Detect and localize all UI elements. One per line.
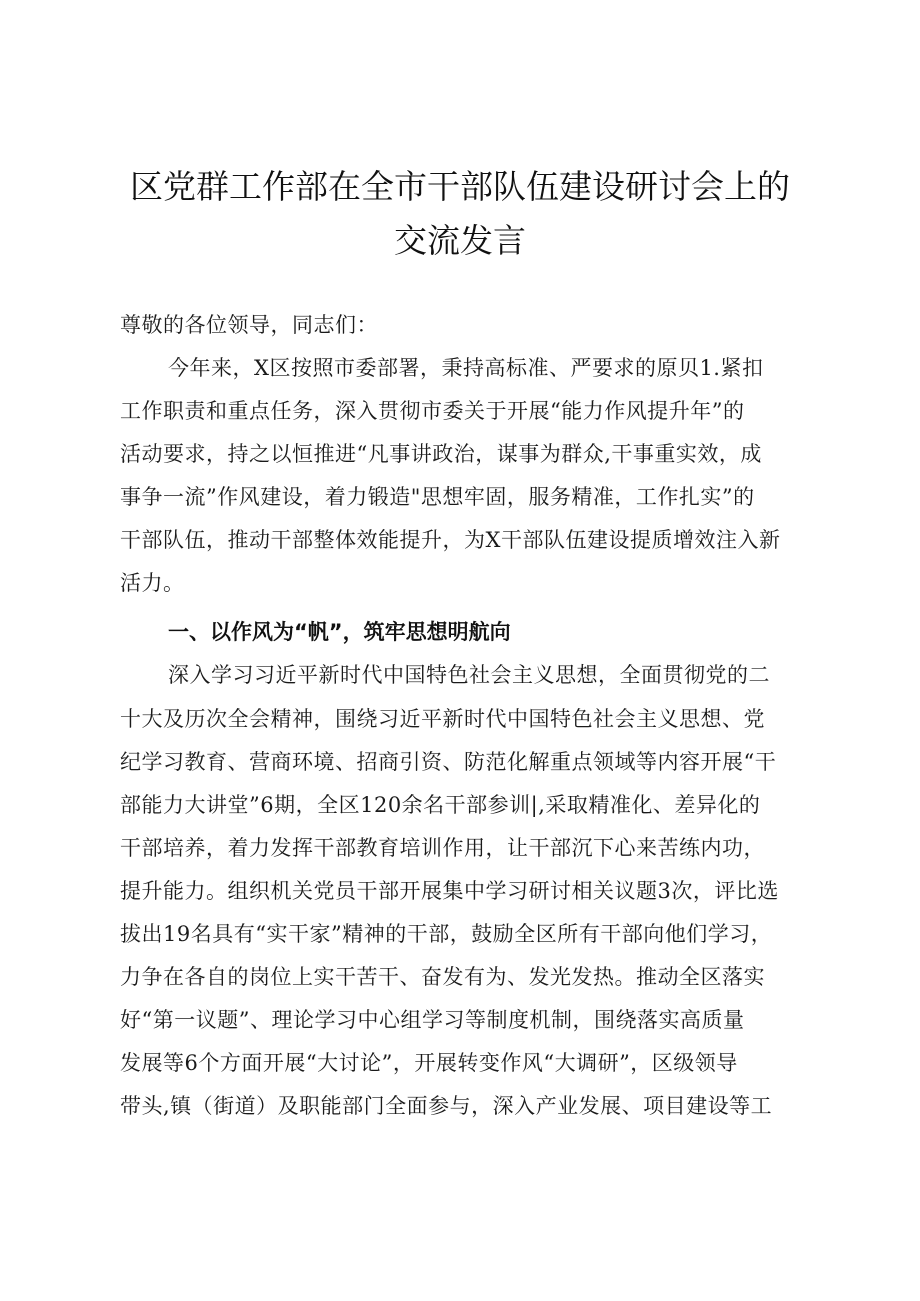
section-paragraph-line: 力争在各自的岗位上实干苦干、奋发有为、发光发热。推动全区落实 [120, 965, 765, 989]
intro-paragraph-line: 事争一流”作风建设，着力锻造"思想牢固，服务精准，工作扎实”的 [120, 485, 755, 509]
section-paragraph-line: 干部培养，着力发挥干部教育培训作用，让干部沉下心来苦练内功， [120, 836, 765, 860]
salutation: 尊敬的各位领导，同志们： [120, 313, 378, 337]
section-paragraph-line: 十大及历次全会精神，围绕习近平新时代中国特色社会主义思想、党 [120, 707, 765, 731]
section-heading: 一、以作风为“帆”，筑牢思想明航向 [168, 620, 511, 644]
section-paragraph-line: 深入学习习近平新时代中国特色社会主义思想，全面贯彻党的二 [168, 663, 770, 687]
document-title-line-1: 区党群工作部在全市干部队伍建设研讨会上的 [130, 167, 790, 206]
section-paragraph-line: 拔出19名具有“实干家”精神的干部，鼓励全区所有干部向他们学习， [120, 922, 773, 946]
section-paragraph-line: 发展等6个方面开展“大讨论”，开展转变作风“大调研”，区级领导 [120, 1051, 738, 1075]
section-paragraph-line: 好“第一议题”、理论学习中心组学习等制度机制，围绕落实高质量 [120, 1008, 745, 1032]
intro-paragraph-line: 今年来，X区按照市委部署，秉持高标准、严要求的原贝1.紧扣 [168, 356, 764, 380]
intro-paragraph-line: 工作职责和重点任务，深入贯彻市委关于开展“能力作风提升年”的 [120, 399, 745, 423]
intro-paragraph-line: 干部队伍，推动干部整体效能提升，为X干部队伍建设提质增效注入新 [120, 528, 781, 552]
section-paragraph-line: 部能力大讲堂”6期，全区120余名干部参训|,采取精准化、差异化的 [120, 793, 761, 817]
intro-paragraph-line: 活力。 [120, 571, 185, 595]
section-paragraph-line: 纪学习教育、营商环境、招商引资、防范化解重点领域等内容开展“干 [120, 750, 777, 774]
document-title-line-2: 交流发言 [394, 221, 526, 260]
intro-paragraph-line: 活动要求，持之以恒推进“凡事讲政治，谋事为群众,干事重实效，成 [120, 442, 762, 466]
section-paragraph-line: 带头,镇（街道）及职能部门全面参与，深入产业发展、项目建设等工 [120, 1094, 773, 1118]
section-paragraph-line: 提升能力。组织机关党员干部开展集中学习研讨相关议题3次，评比选 [120, 879, 779, 903]
